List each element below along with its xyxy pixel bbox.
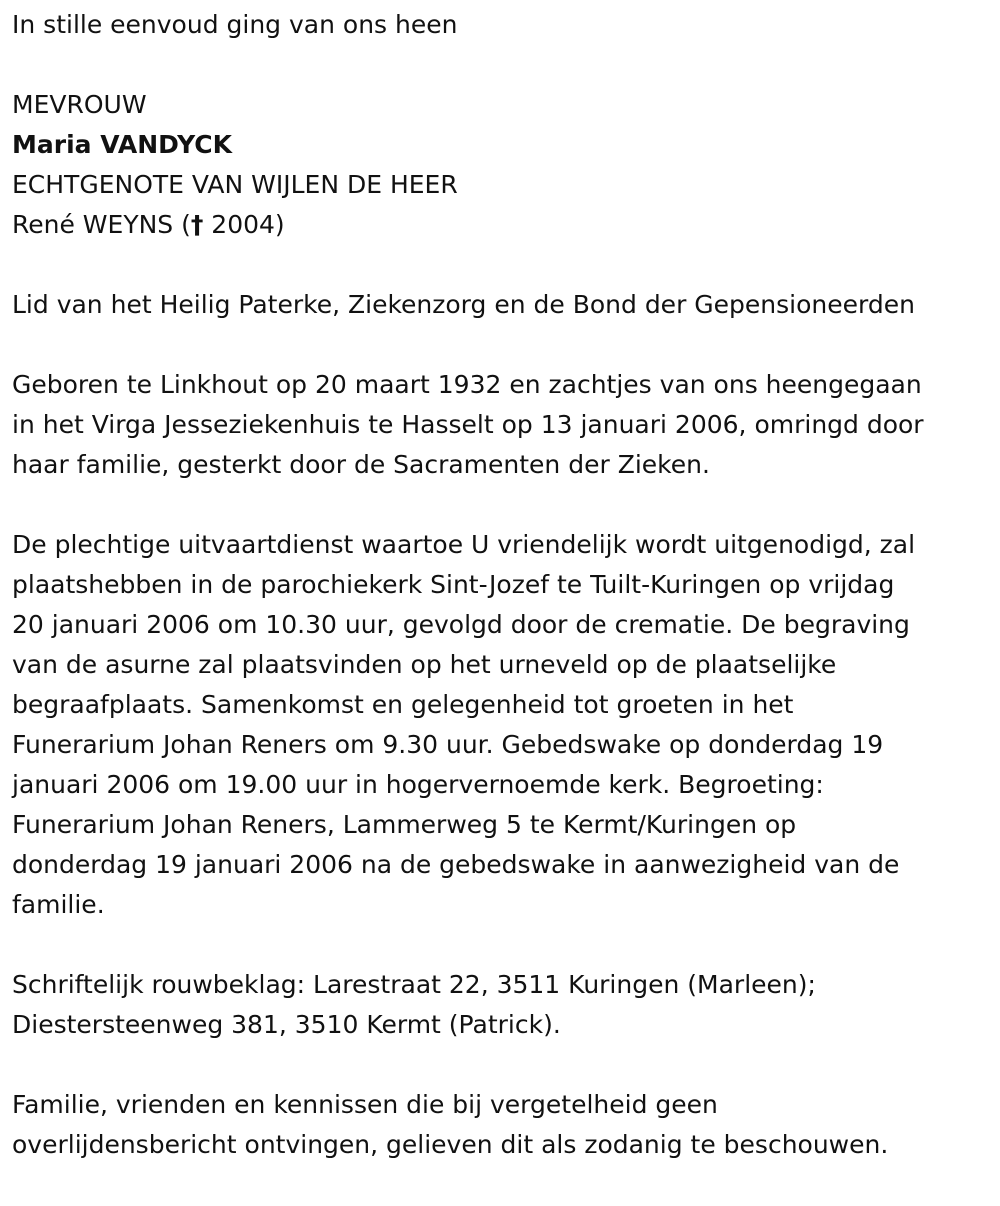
spouse-death-year: 2004) xyxy=(203,210,285,239)
spacer xyxy=(12,325,992,365)
spacer xyxy=(12,925,992,965)
paragraph-line: begraafplaats. Samenkomst en gelegenheid tot groeten in het xyxy=(12,690,794,719)
paragraph-line: van de asurne zal plaatsvinden op het urneveld op de plaatselijke xyxy=(12,650,837,679)
paragraph-line: Funerarium Johan Reners, Lammerweg 5 te Kermt/Kuringen op xyxy=(12,810,797,839)
spacer xyxy=(12,45,992,85)
paragraph-line: familie. xyxy=(12,890,105,919)
paragraph-line: plaatshebben in de parochiekerk Sint-Jozef te Tuilt-Kuringen op vrijdag xyxy=(12,570,895,599)
spouse-line xyxy=(12,205,992,245)
paragraph-line: in het Virga Jesseziekenhuis te Hasselt op 13 januari 2006, omringd door xyxy=(12,410,924,439)
spouse-relation: ECHTGENOTE VAN WIJLEN DE HEER xyxy=(12,170,458,199)
birth-death-paragraph xyxy=(12,365,992,485)
spacer xyxy=(12,245,992,285)
paragraph-line: Schriftelijk rouwbeklag: Larestraat 22, 3511 Kuringen (Marleen); xyxy=(12,970,816,999)
condolences-paragraph xyxy=(12,965,992,1045)
paragraph-line: Funerarium Johan Reners om 9.30 uur. Gebedswake op donderdag 19 xyxy=(12,730,884,759)
spacer xyxy=(12,1045,992,1085)
paragraph-line: Geboren te Linkhout op 20 maart 1932 en zachtjes van ons heengegaan xyxy=(12,370,922,399)
cross-icon: † xyxy=(190,210,204,239)
closing-paragraph xyxy=(12,1085,992,1165)
paragraph-line: donderdag 19 januari 2006 na de gebedswake in aanwezigheid van de xyxy=(12,850,900,879)
membership-line: Lid van het Heilig Paterke, Ziekenzorg en de Bond der Gepensioneerden xyxy=(12,290,915,319)
paragraph-line: 20 januari 2006 om 10.30 uur, gevolgd door de crematie. De begraving xyxy=(12,610,910,639)
spacer xyxy=(12,485,992,525)
paragraph-line: haar familie, gesterkt door de Sacramenten der Zieken. xyxy=(12,450,710,479)
intro-line: In stille eenvoud ging van ons heen xyxy=(12,10,458,39)
paragraph-line: De plechtige uitvaartdienst waartoe U vriendelijk wordt uitgenodigd, zal xyxy=(12,530,916,559)
spouse-name: René WEYNS ( xyxy=(12,210,191,239)
paragraph-line: Diestersteenweg 381, 3510 Kermt (Patrick). xyxy=(12,1010,561,1039)
funeral-paragraph xyxy=(12,525,992,925)
deceased-name: Maria VANDYCK xyxy=(12,130,233,159)
honorific: MEVROUW xyxy=(12,90,147,119)
paragraph-line: overlijdensbericht ontvingen, gelieven dit als zodanig te beschouwen. xyxy=(12,1130,889,1159)
paragraph-line: januari 2006 om 19.00 uur in hogervernoemde kerk. Begroeting: xyxy=(12,770,824,799)
paragraph-line: Familie, vrienden en kennissen die bij vergetelheid geen xyxy=(12,1090,718,1119)
